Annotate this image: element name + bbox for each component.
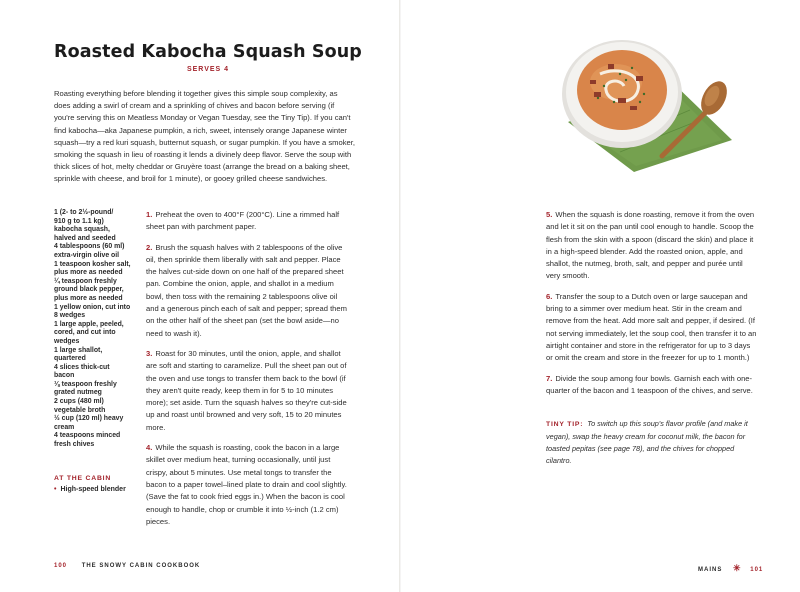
snowflake-icon: ✳: [733, 563, 742, 573]
section-label: MAINS: [698, 567, 723, 573]
step-item: 7. Divide the soup among four bowls. Garnish each with one-quarter of the bacon and 1 teaspoon of the chives, and serve.: [546, 373, 753, 395]
ingredient-item: ¼ teaspoon freshly ground black pepper, plus more as needed: [54, 277, 124, 302]
bullet-icon: •: [54, 486, 57, 493]
equipment-item: • High-speed blender: [54, 486, 126, 493]
at-the-cabin-heading: AT THE CABIN: [54, 475, 112, 482]
steps-column-left: [146, 209, 350, 536]
ingredient-item: 1 (2- to 2½-pound/ 910 g to 1.1 kg) kabocha squash, halved and seeded: [54, 209, 116, 242]
step-item: 5. When the squash is done roasting, remove it from the oven and let it sit on the pan until cool enough to handle. Scoop the flesh from the skin with a spoon (discard the skin) and place it in a high-speed blender. Add the roasted onion, apple, and shallot, the nutmeg, broth, salt, and pepper and purée until very smooth.: [546, 210, 755, 281]
right-footer: [698, 563, 763, 574]
step-item: 3. Roast for 30 minutes, until the onion, apple, and shallot are soft and starting to caramelize. Pull the sheet pan out of the oven and use tongs to transfer them back to the bowl (if they aren't quite ready, keep them in for 5 to 10 minutes more); set aside. Turn the squash halves so they're cut-side up and roast until browned and very soft, 15 to 20 minutes more.: [146, 348, 347, 432]
recipe-intro: Roasting everything before blending it together gives this simple soup complexity, as does adding a swirl of cream and a sprinkling of chives and bacon before serving (if you're serving this on Meatless Monday or Vegan Tuesday, see the Tiny Tip). If you can't find kabocha—aka Japanese pumpkin, a rich, sweet, intensely orange Japanese winter squash—try a red kuri squash, butternut squash, or sugar pumpkin. If you have a smoker, smoking the squash in lieu of roasting it lends a divinely deep flavor. Serve the soup with thick slices of hot, melty cheddar or Gruyère toast (arrange the bread on a baking sheet, sprinkle with cheese, and broil for 1 minute), or gooey grilled cheese sandwiches.: [54, 89, 355, 184]
left-footer: [54, 563, 200, 569]
ingredient-item: 2 cups (480 ml) vegetable broth: [54, 398, 106, 414]
recipe-title: Roasted Kabocha Squash Soup: [54, 42, 362, 62]
ingredient-item: 1 large shallot, quartered: [54, 346, 103, 363]
book-title: THE SNOWY CABIN COOKBOOK: [81, 563, 201, 569]
steps-column-right: [546, 209, 758, 405]
ingredient-item: ⅛ teaspoon freshly grated nutmeg: [54, 380, 117, 397]
ingredient-item: 1 large apple, peeled, cored, and cut into wedges: [54, 320, 124, 345]
ingredient-item: 4 tablespoons (60 ml) extra-virgin olive oil: [54, 243, 125, 259]
page-number-right: 101: [750, 567, 764, 573]
ingredient-item: 1 teaspoon kosher salt, plus more as needed: [54, 260, 131, 277]
step-item: 6. Transfer the soup to a Dutch oven or large saucepan and bring to a simmer over medium heat. Stir in the cream and remove from the heat. Add more salt and pepper, if desired. (If not serving immediately, let the soup cool, then transfer it to an airtight container and store in the refrigerator for up to 3 days or omit the cream and store in the freezer for up to 1 month.): [546, 291, 757, 363]
tiny-tip: [546, 418, 758, 467]
soup-bowl-illustration: [560, 36, 740, 174]
page-number-left: 100: [54, 563, 68, 569]
ingredient-item: 4 teaspoons minced fresh chives: [54, 432, 121, 449]
step-item: 2. Brush the squash halves with 2 tablespoons of the olive oil, then sprinkle them liberally with salt and pepper. Place the halves cut-side down on one half of the prepared sheet pan. Combine the onion, apple, and shallot in a medium bowl, then toss with the remaining 2 tablespoons olive oil and a generous pinch each of salt and pepper; spread them on the other half of the sheet pan (set the bowl aside—no need to wash it).: [146, 242, 347, 338]
page-gutter: [399, 0, 401, 592]
equipment-list: [54, 486, 126, 493]
ingredient-item: 1 yellow onion, cut into 8 wedges: [54, 303, 131, 320]
tiny-tip-text: To switch up this soup's flavor profile (and make it vegan), swap the heavy cream for coconut milk, the bacon for toasted pepitas (see page 78), and the chives for chopped cilantro.: [546, 419, 748, 465]
ingredient-item: 4 slices thick-cut bacon: [54, 363, 110, 380]
step-item: 4. While the squash is roasting, cook the bacon in a large skillet over medium heat, turning occasionally, until just crispy, about 5 minutes. Use metal tongs to transfer the bacon to a paper towel–lined plate to drain and cool slightly. (Save the fat to cook fried eggs in.) When the bacon is cool enough to handle, chop or crumble it into ½-inch (1.2 cm) pieces.: [146, 443, 347, 526]
ingredient-item: ½ cup (120 ml) heavy cream: [54, 415, 124, 431]
step-item: 1. Preheat the oven to 400°F (200°C). Line a rimmed half sheet pan with parchment paper.: [146, 210, 340, 232]
ingredient-list: [54, 209, 136, 450]
serves-label: SERVES 4: [186, 66, 230, 73]
tiny-tip-label: TINY TIP:: [546, 421, 584, 428]
